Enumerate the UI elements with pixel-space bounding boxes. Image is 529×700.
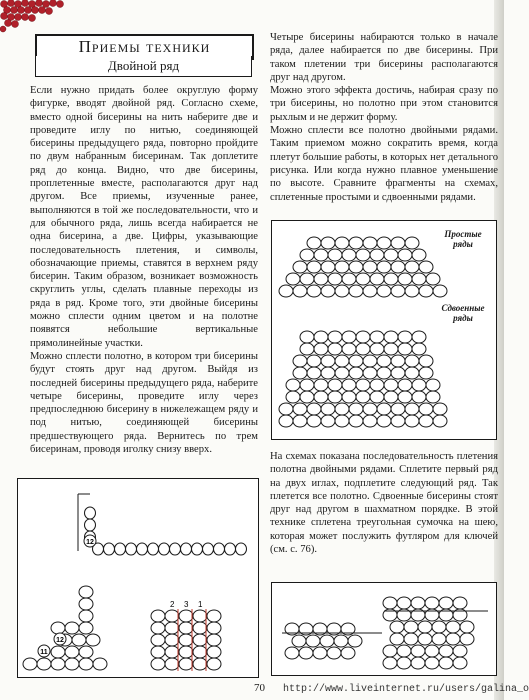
bead [321, 285, 335, 297]
bead [356, 273, 370, 285]
bead [425, 597, 439, 609]
bead [293, 415, 307, 427]
bead [279, 285, 293, 297]
bead [411, 657, 425, 669]
bead [293, 367, 307, 379]
bead [398, 379, 412, 391]
bead [342, 343, 356, 355]
bead [85, 519, 96, 531]
bead [307, 237, 321, 249]
bead [412, 249, 426, 261]
bead [405, 285, 419, 297]
triple-stack-diagram [18, 479, 258, 677]
step-number: 11 [40, 649, 48, 656]
bead [404, 633, 418, 645]
bead [314, 343, 328, 355]
bead [453, 597, 467, 609]
bead [405, 237, 419, 249]
rows-comparison-diagram [272, 221, 496, 439]
bead [432, 633, 446, 645]
paragraph: Можно сплести все полотно двойными рядами. Таким приемом можно сократить время, когда плетут большие работы, в которых нет детального рисунка. Или когда нужно плавное уменьшение по высоте. Сравните фрагменты на схемах, сплетенные простыми и сдвоенными рядами. [270, 125, 498, 203]
bead [404, 621, 418, 633]
bead [65, 622, 79, 634]
bead [79, 646, 93, 658]
bead [363, 261, 377, 273]
bead [419, 285, 433, 297]
bead [37, 658, 51, 670]
bead [349, 403, 363, 415]
bead [419, 403, 433, 415]
bead [405, 367, 419, 379]
bead [51, 622, 65, 634]
bead [398, 249, 412, 261]
bead [179, 622, 193, 634]
left-column-text [30, 84, 258, 456]
bead [321, 237, 335, 249]
bead [72, 634, 86, 646]
bead [321, 355, 335, 367]
bead [23, 658, 37, 670]
bead [383, 657, 397, 669]
bead [286, 273, 300, 285]
bead [363, 367, 377, 379]
bead [383, 645, 397, 657]
bead [439, 645, 453, 657]
paragraph: Можно этого эффекта достичь, набирая сразу по три бисерины, но полотно при этом становится рыхлым и не держит форму. [270, 85, 498, 123]
bead [439, 657, 453, 669]
bead [377, 261, 391, 273]
bead [192, 543, 203, 555]
bead [432, 621, 446, 633]
bead [314, 249, 328, 261]
bead [391, 367, 405, 379]
step-number: 12 [56, 637, 64, 644]
bead [300, 273, 314, 285]
bead [411, 645, 425, 657]
bead [363, 237, 377, 249]
bead [335, 403, 349, 415]
bead [405, 415, 419, 427]
bead [328, 343, 342, 355]
bead [293, 403, 307, 415]
bead [391, 355, 405, 367]
decorative-beads-corner [0, 0, 70, 32]
bead [207, 622, 221, 634]
bead [342, 391, 356, 403]
bead [363, 355, 377, 367]
bead [159, 543, 170, 555]
bead [314, 331, 328, 343]
bead [425, 645, 439, 657]
bead [151, 646, 165, 658]
bead [391, 261, 405, 273]
step-number: 12 [86, 539, 94, 546]
bead [279, 403, 293, 415]
bead [426, 273, 440, 285]
bead [193, 610, 207, 622]
bead [363, 285, 377, 297]
bead [356, 343, 370, 355]
bead [412, 391, 426, 403]
bead [460, 621, 474, 633]
bead [384, 249, 398, 261]
bead [342, 379, 356, 391]
figure-triple-stack [17, 478, 259, 678]
bead [356, 379, 370, 391]
bead [412, 343, 426, 355]
bead [334, 635, 348, 647]
bead [293, 285, 307, 297]
bead [335, 355, 349, 367]
bead [335, 237, 349, 249]
bead [398, 391, 412, 403]
bead [377, 415, 391, 427]
bead [306, 635, 320, 647]
bead [348, 635, 362, 647]
bead [207, 610, 221, 622]
figure-rows-comparison [271, 220, 497, 440]
bead [433, 415, 447, 427]
bead [391, 403, 405, 415]
bead [193, 634, 207, 646]
bead [356, 331, 370, 343]
step-number: 1 [198, 600, 203, 609]
paragraph: На схемах показана последовательность плетения полотна двойными рядами. Сплетите первый ряд на двух иглах, подплетите следующий ряд. Так плетется все полотно. Сдвоенные бисерины стоят друг над другом в шахматном порядке. В этой технике сплетена треугольная сумочка на шею, которая может послужить футляром для ключей (см. с. 76). [270, 451, 498, 556]
page-number: 70 [254, 682, 265, 694]
bead [446, 633, 460, 645]
bead [314, 379, 328, 391]
page-title: Приемы техники [78, 37, 211, 56]
bead [307, 415, 321, 427]
bead [370, 331, 384, 343]
bead [405, 261, 419, 273]
bead [356, 249, 370, 261]
bead [321, 261, 335, 273]
bead [426, 391, 440, 403]
bead [193, 646, 207, 658]
bead [384, 343, 398, 355]
bead [151, 658, 165, 670]
bead [321, 403, 335, 415]
bead [342, 331, 356, 343]
bead [335, 285, 349, 297]
bead [214, 543, 225, 555]
bead [293, 261, 307, 273]
double-row-sequence-diagram [272, 583, 496, 675]
bead [170, 543, 181, 555]
bead [335, 367, 349, 379]
bead [93, 658, 107, 670]
bead [391, 415, 405, 427]
bead [225, 543, 236, 555]
right-lower-text [270, 450, 498, 556]
bead [299, 647, 313, 659]
bead [314, 391, 328, 403]
bead [419, 415, 433, 427]
bead [418, 621, 432, 633]
bead [397, 657, 411, 669]
bead [279, 415, 293, 427]
step-number: 3 [184, 600, 189, 609]
bead [356, 391, 370, 403]
bead [419, 355, 433, 367]
bead [165, 658, 179, 670]
bead [342, 249, 356, 261]
bead [79, 598, 93, 610]
bead [165, 634, 179, 646]
bead [307, 261, 321, 273]
step-number: 2 [170, 600, 175, 609]
bead [418, 633, 432, 645]
bead [433, 403, 447, 415]
bead [286, 391, 300, 403]
bead [79, 622, 93, 634]
bead [314, 273, 328, 285]
bead [370, 273, 384, 285]
bead [207, 646, 221, 658]
bead [321, 367, 335, 379]
bead [433, 285, 447, 297]
bead [179, 634, 193, 646]
bead [370, 249, 384, 261]
bead [391, 285, 405, 297]
bead [320, 635, 334, 647]
bead [79, 586, 93, 598]
bead [79, 658, 93, 670]
bead [328, 379, 342, 391]
simple-rows-label: Простые ряды [444, 229, 482, 249]
bead [398, 343, 412, 355]
source-watermark: http://www.liveinternet.ru/users/galina_o [283, 684, 529, 695]
double-rows-label: Сдвоенные ряды [441, 303, 485, 323]
bead [391, 237, 405, 249]
bead [236, 543, 247, 555]
bead [327, 647, 341, 659]
bead [307, 285, 321, 297]
bead [412, 331, 426, 343]
bead [292, 635, 306, 647]
bead [335, 261, 349, 273]
bead [411, 597, 425, 609]
bead [328, 249, 342, 261]
bead [342, 273, 356, 285]
bead [412, 273, 426, 285]
bead [349, 261, 363, 273]
bead [148, 543, 159, 555]
bead [293, 355, 307, 367]
bead [398, 331, 412, 343]
bead [377, 403, 391, 415]
bead [300, 391, 314, 403]
bead [363, 415, 377, 427]
paragraph: Четыре бисерины набираются только в начале ряда, далее набирается по две бисерины. При таком плетении три бисерины располагаются друг над другом. [270, 32, 498, 83]
bead [370, 391, 384, 403]
bead [65, 658, 79, 670]
bead [104, 543, 115, 555]
bead [377, 237, 391, 249]
bead [453, 645, 467, 657]
bead [349, 355, 363, 367]
bead [300, 249, 314, 261]
bead [321, 415, 335, 427]
bead [165, 610, 179, 622]
bead [349, 285, 363, 297]
bead [349, 237, 363, 249]
bead [300, 331, 314, 343]
bead [193, 658, 207, 670]
bead [51, 646, 65, 658]
bead [151, 634, 165, 646]
bead [179, 646, 193, 658]
bead [165, 646, 179, 658]
bead [419, 367, 433, 379]
right-column-text [270, 31, 498, 204]
bead [193, 622, 207, 634]
bead [286, 379, 300, 391]
bead [453, 657, 467, 669]
bead [390, 633, 404, 645]
bead [207, 634, 221, 646]
bead [86, 634, 100, 646]
bead [328, 391, 342, 403]
bead [384, 273, 398, 285]
paragraph: Если нужно придать более округлую форму фигурке, вводят двойной ряд. Согласно схеме, вместо одной бисерины на нить наберите две и проведите иглу по нитью, соединяющей бисерины предыдущего ряда, повторно пройдите по двум набранным бисеринам. Так доплетите ряд до конца. Видно, что две бисерины, проплетенные вместе, располагаются друг над другом. Все приемы, изученные ранее, выполняются в той же последовательности, что и для обычного ряда, лишь всегда набирается не одна бисерина, а две. Цифры, указывающие последовательность плетения, и символы, обозначающие приемы, ставятся в верхнем ряду бисерин. Таким образом, возникает возможность скруглить углы, сделать плавные переходы из ряда в ряд. Кроме того, эти двойные бисерины можно сплести одним цветом и на полотне появятся небольшие вертикальные прямолинейные участки. [30, 85, 258, 349]
bead [165, 622, 179, 634]
bead [398, 273, 412, 285]
bead [126, 543, 137, 555]
bead [307, 367, 321, 379]
bead [51, 658, 65, 670]
bead [397, 645, 411, 657]
bead [370, 379, 384, 391]
bead [207, 658, 221, 670]
bead [405, 403, 419, 415]
figure-double-row-sequence [271, 582, 497, 676]
bead [377, 355, 391, 367]
bead [335, 415, 349, 427]
bead [419, 261, 433, 273]
bead [405, 355, 419, 367]
bead [307, 403, 321, 415]
paragraph: Можно сплести полотно, в котором три бисерины будут стоять друг над другом. Выйдя из последней бисерины предыдущего ряда, наберите четыре бисерины, проведите иглу через предпоследнюю бисерину в нижележащем ряду и под нитью, соединяющей бисерины предшествующего ряда. Вернитесь по трем бисеринам, проводя иголку снизу вверх. [30, 350, 258, 456]
bead [384, 331, 398, 343]
bead [412, 379, 426, 391]
bead [179, 658, 193, 670]
bead [181, 543, 192, 555]
bead [426, 379, 440, 391]
bead [383, 597, 397, 609]
bead [79, 610, 93, 622]
bead [85, 507, 96, 519]
page-subtitle: Двойной ряд [107, 58, 180, 73]
bead [328, 273, 342, 285]
bead [300, 379, 314, 391]
bead [300, 343, 314, 355]
bead [151, 622, 165, 634]
bead [370, 343, 384, 355]
bead [446, 621, 460, 633]
bead [151, 610, 165, 622]
bead [65, 646, 79, 658]
bead [203, 543, 214, 555]
bead [384, 379, 398, 391]
bead [439, 597, 453, 609]
bead [313, 647, 327, 659]
bead [377, 367, 391, 379]
bead [328, 331, 342, 343]
bead [377, 285, 391, 297]
bead [179, 610, 193, 622]
bead [390, 621, 404, 633]
section-subtitle-box [35, 56, 252, 77]
bead [307, 355, 321, 367]
bead [137, 543, 148, 555]
bead [341, 647, 355, 659]
bead [285, 647, 299, 659]
bead [384, 391, 398, 403]
bead [349, 367, 363, 379]
bead [460, 633, 474, 645]
bead [115, 543, 126, 555]
bead [363, 403, 377, 415]
bead [349, 415, 363, 427]
bead [425, 657, 439, 669]
bead [397, 597, 411, 609]
